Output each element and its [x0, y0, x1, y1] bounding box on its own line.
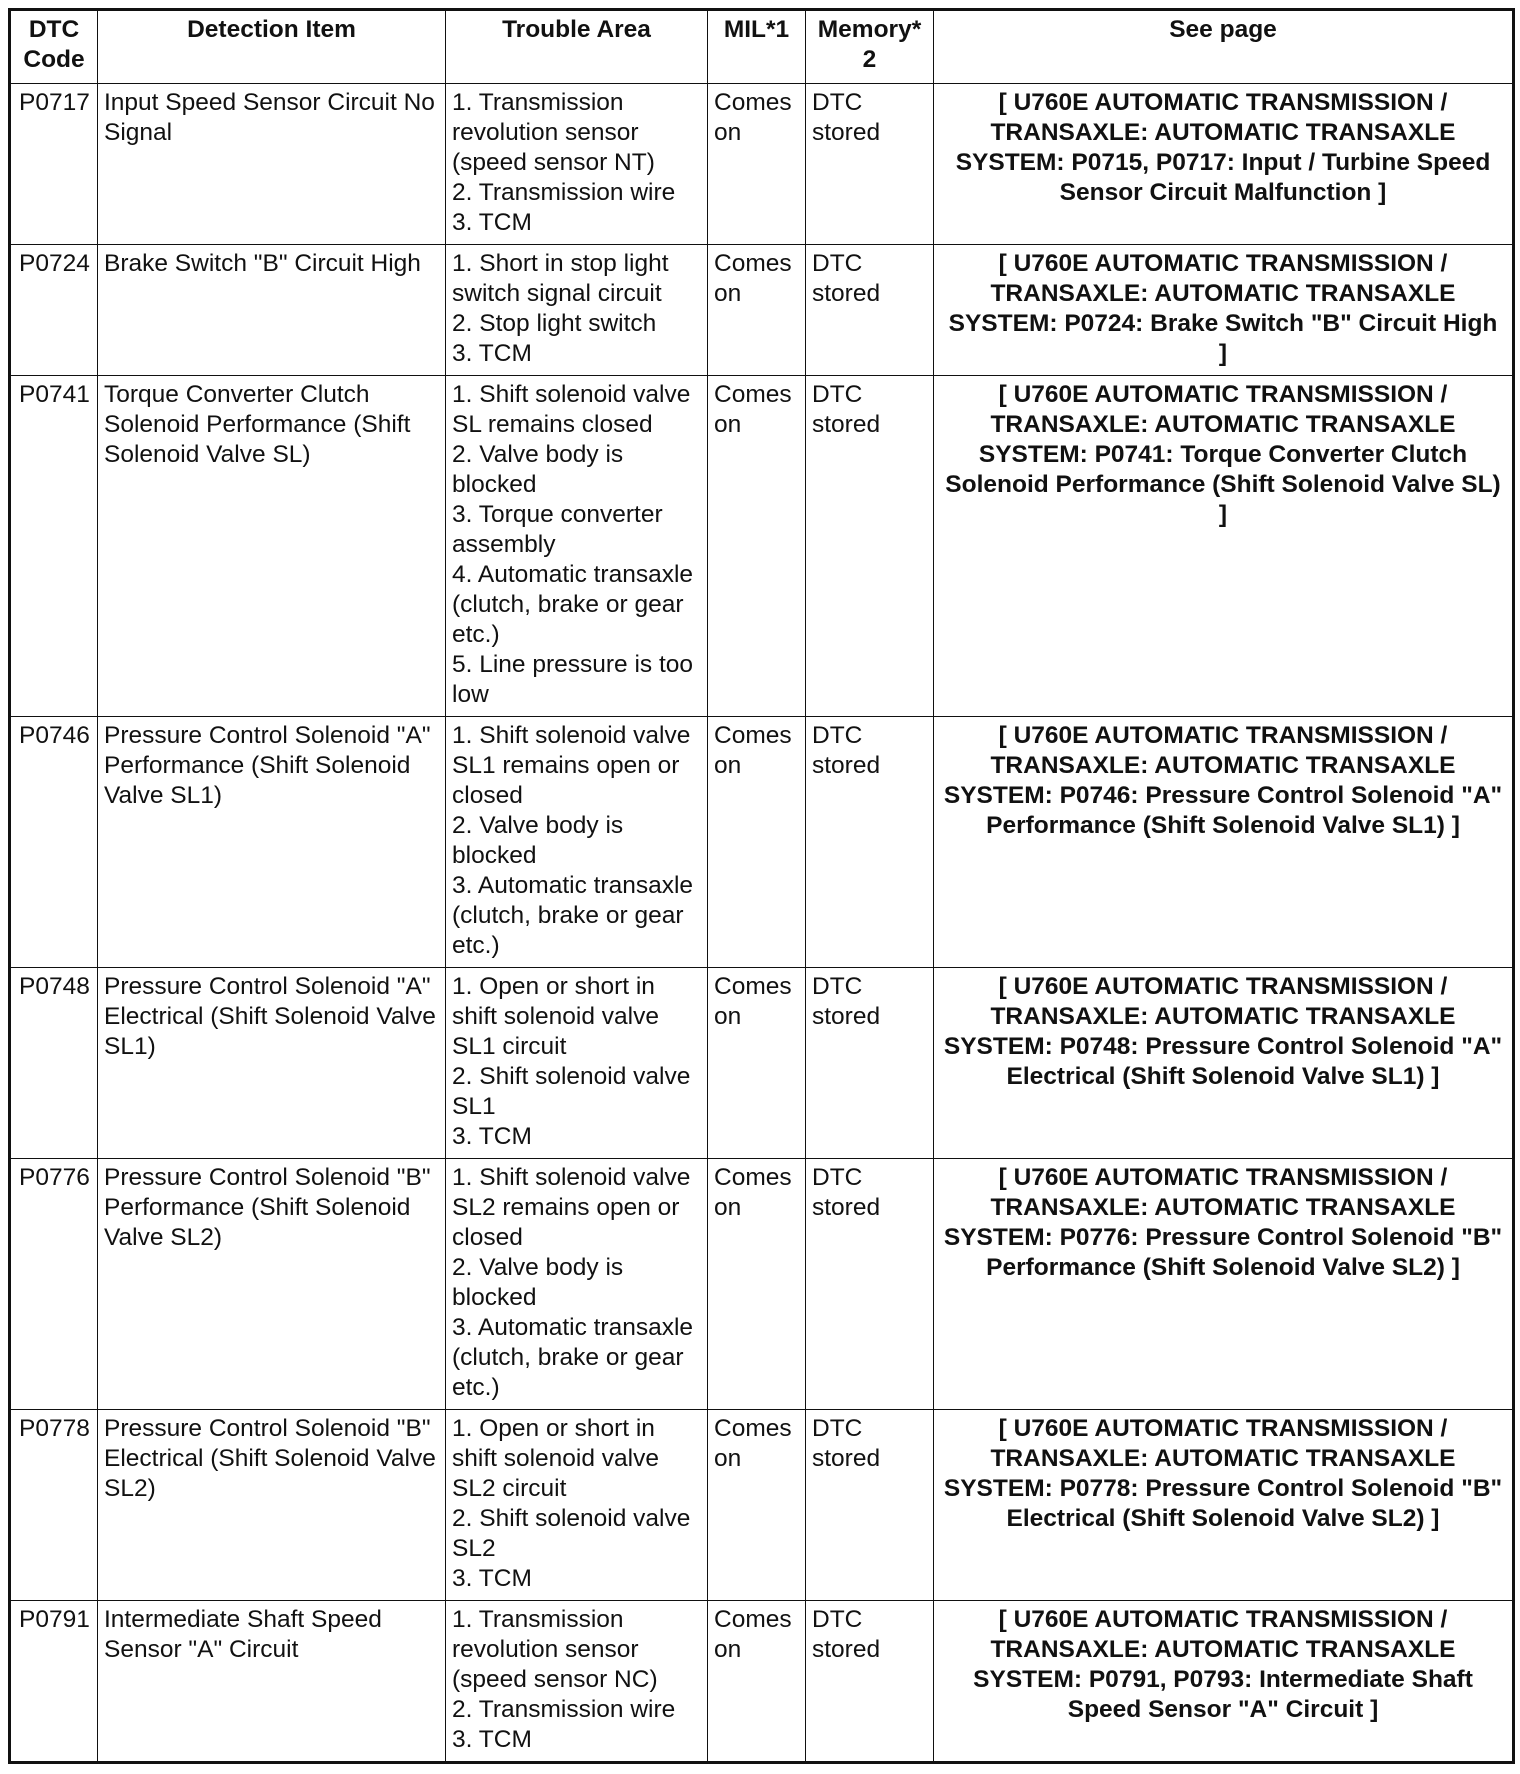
header-trouble-area: Trouble Area: [446, 10, 708, 84]
mil-cell: Comes on: [708, 245, 806, 376]
trouble-area-line: 3. Automatic transaxle (clutch, brake or gear etc.): [452, 872, 694, 959]
memory-cell: DTC stored: [806, 968, 934, 1159]
table-row: [10, 1410, 1514, 1601]
header-memory: Memory*2: [806, 10, 934, 84]
mil-cell: Comes on: [708, 1410, 806, 1601]
dtc-code-cell: P0748: [10, 968, 98, 1159]
table-row: [10, 1601, 1514, 1763]
dtc-code-cell: P0776: [10, 1159, 98, 1410]
trouble-area-line: 2. Valve body is blocked: [452, 812, 624, 869]
trouble-area-line: 2. Shift solenoid valve SL2: [452, 1505, 691, 1562]
trouble-area-line: 3. TCM: [452, 340, 532, 367]
trouble-area-line: 3. Automatic transaxle (clutch, brake or gear etc.): [452, 1314, 694, 1401]
header-see-page: See page: [934, 10, 1514, 84]
trouble-area-cell: [446, 245, 708, 376]
trouble-area-line: 3. Torque converter assembly: [452, 501, 663, 558]
trouble-area-line: 1. Transmission revolution sensor (speed sensor NT): [452, 89, 655, 176]
mil-cell: Comes on: [708, 717, 806, 968]
trouble-area-line: 3. TCM: [452, 1565, 532, 1592]
trouble-area-line: 2. Stop light switch: [452, 310, 657, 337]
see-page-cell: [ U760E AUTOMATIC TRANSMISSION / TRANSAXLE: AUTOMATIC TRANSAXLE SYSTEM: P0741: Torque Converter Clutch Solenoid Performance (Shift Solenoid Valve SL) ]: [934, 376, 1514, 717]
dtc-code-cell: P0741: [10, 376, 98, 717]
memory-cell: DTC stored: [806, 1410, 934, 1601]
header-detection-item: Detection Item: [98, 10, 446, 84]
table-row: [10, 376, 1514, 717]
dtc-code-cell: P0724: [10, 245, 98, 376]
dtc-code-cell: P0717: [10, 84, 98, 245]
trouble-area-line: 2. Valve body is blocked: [452, 1254, 624, 1311]
mil-cell: Comes on: [708, 84, 806, 245]
see-page-cell: [ U760E AUTOMATIC TRANSMISSION / TRANSAXLE: AUTOMATIC TRANSAXLE SYSTEM: P0746: Pressure Control Solenoid "A" Performance (Shift Solenoid Valve SL1) ]: [934, 717, 1514, 968]
see-page-cell: [ U760E AUTOMATIC TRANSMISSION / TRANSAXLE: AUTOMATIC TRANSAXLE SYSTEM: P0791, P0793: Intermediate Shaft Speed Sensor "A" Circuit ]: [934, 1601, 1514, 1763]
dtc-code-cell: P0778: [10, 1410, 98, 1601]
trouble-area-line: 1. Shift solenoid valve SL1 remains open or closed: [452, 722, 691, 809]
trouble-area-line: 3. TCM: [452, 209, 532, 236]
trouble-area-line: 1. Shift solenoid valve SL2 remains open or closed: [452, 1164, 691, 1251]
detection-item-cell: Pressure Control Solenoid "B" Electrical (Shift Solenoid Valve SL2): [98, 1410, 446, 1601]
detection-item-cell: Input Speed Sensor Circuit No Signal: [98, 84, 446, 245]
trouble-area-line: 1. Shift solenoid valve SL remains closed: [452, 381, 691, 438]
table-row: [10, 717, 1514, 968]
trouble-area-cell: [446, 84, 708, 245]
trouble-area-line: 2. Valve body is blocked: [452, 441, 624, 498]
trouble-area-line: 1. Open or short in shift solenoid valve SL2 circuit: [452, 1415, 660, 1502]
trouble-area-line: 1. Short in stop light switch signal circuit: [452, 250, 669, 307]
table-row: [10, 245, 1514, 376]
table-row: [10, 1159, 1514, 1410]
table-row: [10, 84, 1514, 245]
memory-cell: DTC stored: [806, 245, 934, 376]
detection-item-cell: Pressure Control Solenoid "A" Performance (Shift Solenoid Valve SL1): [98, 717, 446, 968]
trouble-area-cell: [446, 376, 708, 717]
header-row: [10, 10, 1514, 84]
table-row: [10, 968, 1514, 1159]
header-dtc-code: DTC Code: [10, 10, 98, 84]
memory-cell: DTC stored: [806, 1159, 934, 1410]
trouble-area-cell: [446, 1410, 708, 1601]
mil-cell: Comes on: [708, 376, 806, 717]
dtc-code-cell: P0746: [10, 717, 98, 968]
dtc-code-cell: P0791: [10, 1601, 98, 1763]
mil-cell: Comes on: [708, 968, 806, 1159]
see-page-cell: [ U760E AUTOMATIC TRANSMISSION / TRANSAXLE: AUTOMATIC TRANSAXLE SYSTEM: P0776: Pressure Control Solenoid "B" Performance (Shift Solenoid Valve SL2) ]: [934, 1159, 1514, 1410]
trouble-area-line: 2. Transmission wire: [452, 1696, 676, 1723]
trouble-area-line: 4. Automatic transaxle (clutch, brake or gear etc.): [452, 561, 694, 648]
memory-cell: DTC stored: [806, 1601, 934, 1763]
table-body: [10, 84, 1514, 1763]
mil-cell: Comes on: [708, 1159, 806, 1410]
trouble-area-cell: [446, 1601, 708, 1763]
see-page-cell: [ U760E AUTOMATIC TRANSMISSION / TRANSAXLE: AUTOMATIC TRANSAXLE SYSTEM: P0748: Pressure Control Solenoid "A" Electrical (Shift Solenoid Valve SL1) ]: [934, 968, 1514, 1159]
header-mil: MIL*1: [708, 10, 806, 84]
dtc-table: [8, 8, 1515, 1764]
trouble-area-line: 1. Transmission revolution sensor (speed sensor NC): [452, 1606, 658, 1693]
trouble-area-line: 2. Shift solenoid valve SL1: [452, 1063, 691, 1120]
trouble-area-cell: [446, 1159, 708, 1410]
memory-cell: DTC stored: [806, 376, 934, 717]
detection-item-cell: Pressure Control Solenoid "B" Performance (Shift Solenoid Valve SL2): [98, 1159, 446, 1410]
detection-item-cell: Brake Switch "B" Circuit High: [98, 245, 446, 376]
see-page-cell: [ U760E AUTOMATIC TRANSMISSION / TRANSAXLE: AUTOMATIC TRANSAXLE SYSTEM: P0715, P0717: Input / Turbine Speed Sensor Circuit Malfunction ]: [934, 84, 1514, 245]
trouble-area-cell: [446, 717, 708, 968]
detection-item-cell: Torque Converter Clutch Solenoid Performance (Shift Solenoid Valve SL): [98, 376, 446, 717]
mil-cell: Comes on: [708, 1601, 806, 1763]
trouble-area-cell: [446, 968, 708, 1159]
memory-cell: DTC stored: [806, 84, 934, 245]
detection-item-cell: Intermediate Shaft Speed Sensor "A" Circuit: [98, 1601, 446, 1763]
trouble-area-line: 2. Transmission wire: [452, 179, 676, 206]
memory-cell: DTC stored: [806, 717, 934, 968]
trouble-area-line: 5. Line pressure is too low: [452, 651, 694, 708]
detection-item-cell: Pressure Control Solenoid "A" Electrical (Shift Solenoid Valve SL1): [98, 968, 446, 1159]
see-page-cell: [ U760E AUTOMATIC TRANSMISSION / TRANSAXLE: AUTOMATIC TRANSAXLE SYSTEM: P0778: Pressure Control Solenoid "B" Electrical (Shift Solenoid Valve SL2) ]: [934, 1410, 1514, 1601]
trouble-area-line: 1. Open or short in shift solenoid valve SL1 circuit: [452, 973, 660, 1060]
trouble-area-line: 3. TCM: [452, 1726, 532, 1753]
trouble-area-line: 3. TCM: [452, 1123, 532, 1150]
see-page-cell: [ U760E AUTOMATIC TRANSMISSION / TRANSAXLE: AUTOMATIC TRANSAXLE SYSTEM: P0724: Brake Switch "B" Circuit High ]: [934, 245, 1514, 376]
